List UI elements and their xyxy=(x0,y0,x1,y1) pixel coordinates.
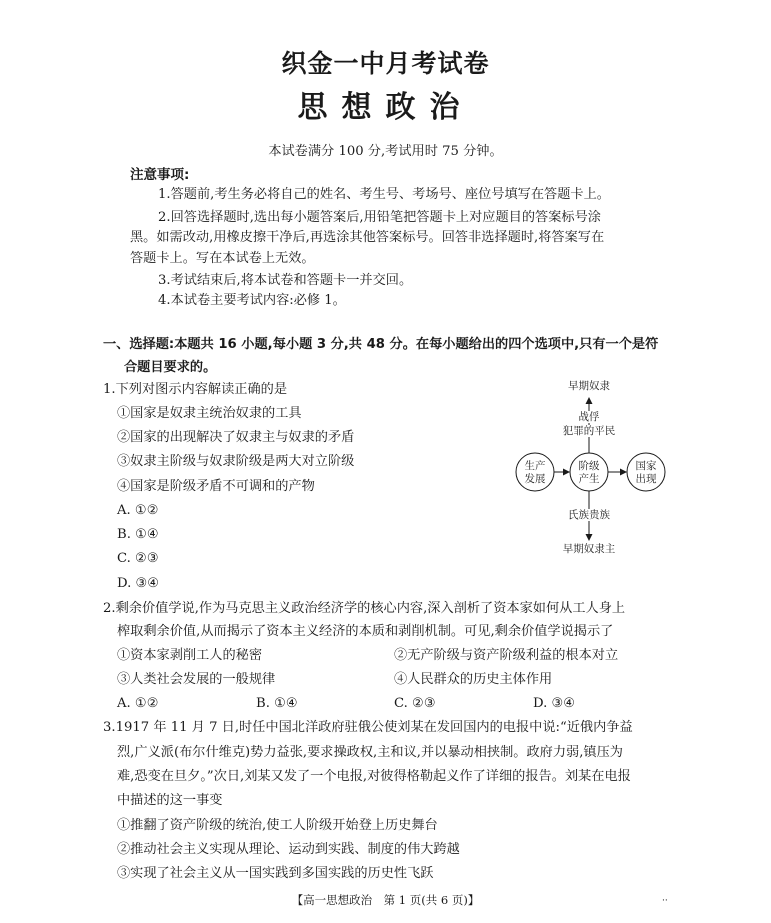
q1-option-c: C. ②③ xyxy=(117,551,159,566)
diagram-lower-label: 氏族贵族 xyxy=(554,509,624,521)
notice-item-3: 3.考试结束后,将本试卷和答题卡一并交回。 xyxy=(158,273,413,288)
q1-statement-3: ③奴隶主阶级与奴隶阶级是两大对立阶级 xyxy=(117,454,355,469)
q3-stem-line-2: 烈,广义派(布尔什维克)势力益张,要求操政权,主和议,并以暴动相挟制。政府力弱,镇压为 xyxy=(117,745,623,760)
diagram-center-1: 阶级 xyxy=(578,460,600,472)
notice-item-2-cont2: 答题卡上。写在本试卷上无效。 xyxy=(130,251,315,266)
notice-item-1: 1.答题前,考生务必将自己的姓名、考生号、考场号、座位号填写在答题卡上。 xyxy=(158,187,610,202)
q3-stem-line-1: 3.1917 年 11 月 7 日,时任中国北洋政府驻俄公使刘某在发回国内的电报中说:“近俄内争益 xyxy=(103,720,633,735)
q3-statement-3: ③实现了社会主义从一国实践到多国实践的历史性飞跃 xyxy=(117,866,434,881)
q2-option-a: A. ①② xyxy=(117,696,159,711)
q2-option-b: B. ①④ xyxy=(256,696,298,711)
diagram-top-label: 早期奴隶 xyxy=(549,380,629,392)
q1-statement-1: ①国家是奴隶主统治奴隶的工具 xyxy=(117,406,302,421)
diagram-center-2: 产生 xyxy=(578,473,600,485)
diagram-upper-label-1: 战俘 xyxy=(559,411,619,423)
q2-stem-line-1: 2.剩余价值学说,作为马克思主义政治经济学的核心内容,深入剖析了资本家如何从工人身上 xyxy=(103,601,626,616)
section-heading-cont: 合题目要求的。 xyxy=(124,360,217,375)
q1-statement-2: ②国家的出现解决了奴隶主与奴隶的矛盾 xyxy=(117,430,355,445)
subject-title: 思想政治 xyxy=(297,90,474,125)
node-state xyxy=(627,453,665,491)
q1-stem: 1.下列对图示内容解读正确的是 xyxy=(103,382,288,397)
corner-mark: ·· xyxy=(662,896,668,906)
node-production xyxy=(516,453,554,491)
notice-heading: 注意事项: xyxy=(130,167,190,183)
intro-text: 本试卷满分 100 分,考试用时 75 分钟。 xyxy=(268,144,503,159)
diagram-upper-label-2: 犯罪的平民 xyxy=(554,425,624,437)
q3-stem-line-4: 中描述的这一事变 xyxy=(117,793,223,808)
q1-statement-4: ④国家是阶级矛盾不可调和的产物 xyxy=(117,479,315,494)
node-class xyxy=(570,453,608,491)
q3-statement-2: ②推动社会主义实现从理论、运动到实践、制度的伟大跨越 xyxy=(117,842,460,857)
q1-option-b: B. ①④ xyxy=(117,527,159,542)
diagram-right-2: 出现 xyxy=(635,473,657,485)
q2-statement-1: ①资本家剥削工人的秘密 xyxy=(117,648,263,663)
exam-title: 织金一中月考试卷 xyxy=(281,49,490,78)
notice-item-2-cont: 黑。如需改动,用橡皮擦干净后,再选涂其他答案标号。回答非选择题时,将答案写在 xyxy=(130,230,605,245)
q2-stem-line-2: 榨取剩余价值,从而揭示了资本主义经济的本质和剥削机制。可见,剩余价值学说揭示了 xyxy=(117,624,614,639)
diagram-left-1: 生产 xyxy=(524,460,546,472)
section-heading: 一、选择题:本题共 16 小题,每小题 3 分,共 48 分。在每小题给出的四个选项中,只有一个是符 xyxy=(103,337,659,352)
notice-item-4: 4.本试卷主要考试内容:必修 1。 xyxy=(158,293,346,308)
page-footer: 【高一思想政治 第 1 页(共 6 页)】 xyxy=(291,893,480,907)
q1-option-a: A. ①② xyxy=(117,503,159,518)
q2-statement-3: ③人类社会发展的一般规律 xyxy=(117,672,276,687)
q2-option-c: C. ②③ xyxy=(394,696,436,711)
q1-option-d: D. ③④ xyxy=(117,576,160,591)
q2-option-d: D. ③④ xyxy=(533,696,576,711)
q2-statement-4: ④人民群众的历史主体作用 xyxy=(394,672,553,687)
q3-stem-line-3: 难,恐变在旦夕。”次日,刘某又发了一个电报,对彼得格勒起义作了详细的报告。刘某在电报 xyxy=(117,769,631,784)
diagram-left-2: 发展 xyxy=(524,473,546,485)
q3-statement-1: ①推翻了资产阶级的统治,使工人阶级开始登上历史舞台 xyxy=(117,818,438,833)
diagram-right-1: 国家 xyxy=(635,460,657,472)
notice-item-2: 2.回答选择题时,选出每小题答案后,用铅笔把答题卡上对应题目的答案标号涂 xyxy=(158,210,601,225)
q2-statement-2: ②无产阶级与资产阶级利益的根本对立 xyxy=(394,648,619,663)
diagram-bottom-label: 早期奴隶主 xyxy=(562,543,616,555)
